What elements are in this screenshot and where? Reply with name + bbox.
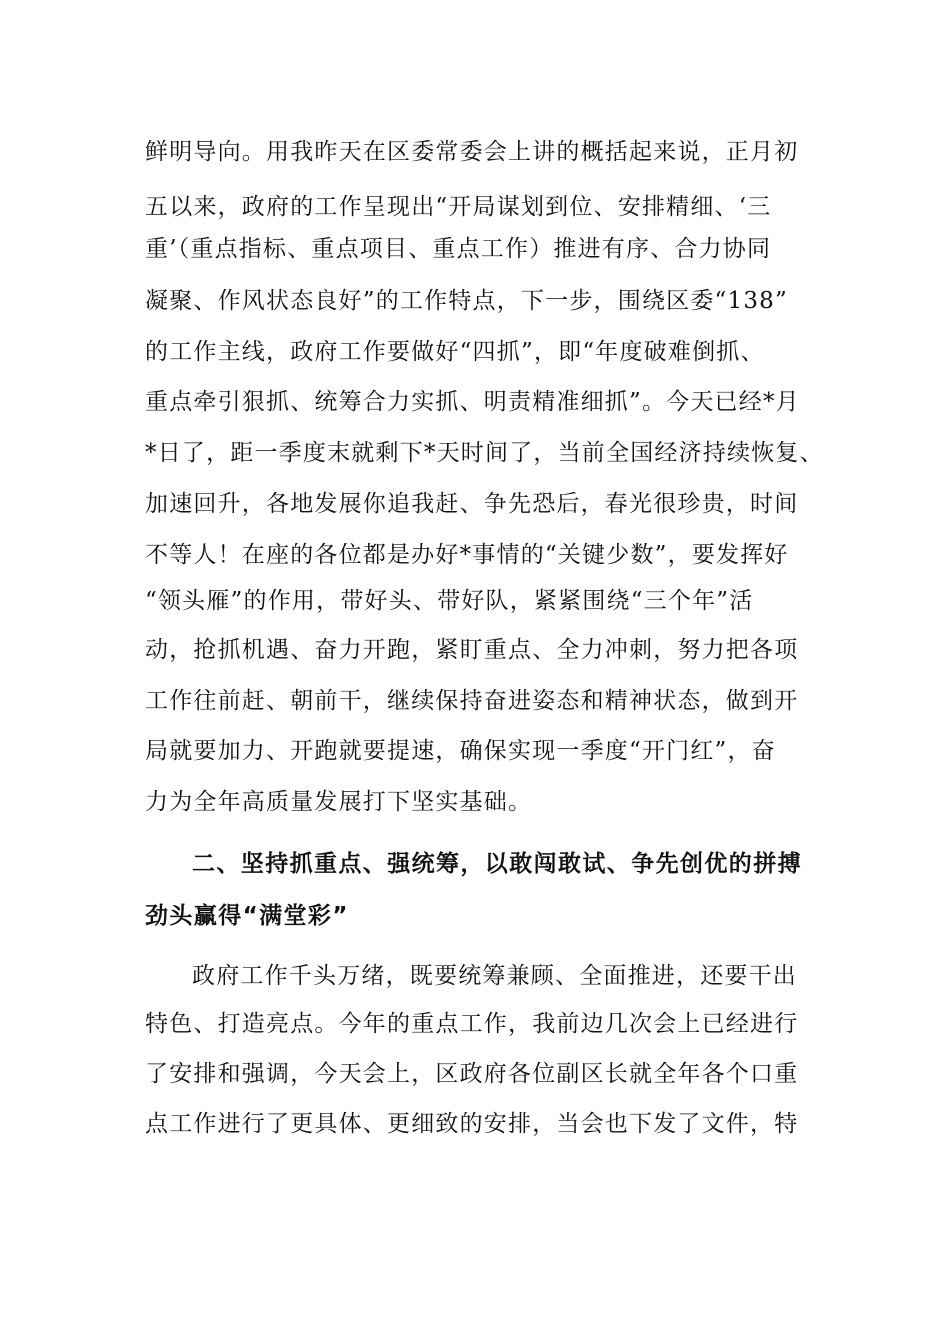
paragraph-1-line: “领头雁”的作用，带好头、带好队，紧紧围绕“三个年”活 <box>145 588 754 614</box>
section-heading-line: 劲头赢得“满堂彩” <box>145 903 349 929</box>
paragraph-1-line: 凝聚、作风状态良好”的工作特点，下一步，围绕区委“138” <box>145 288 788 314</box>
paragraph-1-line: 不等人！在座的各位都是办好*事情的“关键少数”，要发挥好 <box>145 542 789 568</box>
paragraph-1-line: 鲜明导向。用我昨天在区委常委会上讲的概括起来说，正月初 <box>145 139 799 165</box>
paragraph-1-line: 力为全年高质量发展打下坚实基础。 <box>145 789 533 815</box>
paragraph-1-line: 重’（重点指标、重点项目、重点工作）推进有序、合力协同 <box>145 236 772 262</box>
section-heading-line: 二、坚持抓重点、强统筹，以敢闯敢试、争先创优的拼搏 <box>192 851 802 877</box>
paragraph-1-line: 加速回升，各地发展你追我赶、争先恐后，春光很珍贵，时间 <box>145 491 799 517</box>
paragraph-1-line: 五以来，政府的工作呈现出“开局谋划到位、安排精细、‘三 <box>145 194 772 220</box>
paragraph-1-line: 动，抢抓机遇、奋力开跑，紧盯重点、全力冲刺，努力把各项 <box>145 637 799 663</box>
paragraph-2-line: 特色、打造亮点。今年的重点工作，我前边几次会上已经进行 <box>145 1011 799 1037</box>
paragraph-1-line: 重点牵引狠抓、统筹合力实抓、明责精准细抓”。今天已经*月 <box>145 389 800 415</box>
paragraph-2-line: 点工作进行了更具体、更细致的安排，当会也下发了文件，特 <box>145 1111 799 1137</box>
paragraph-1-line: 工作往前赶、朝前干，继续保持奋进姿态和精神状态，做到开 <box>145 688 799 714</box>
paragraph-2-line: 了安排和强调，今天会上，区政府各位副区长就全年各个口重 <box>145 1061 799 1087</box>
paragraph-1-line: 局就要加力、开跑就要提速，确保实现一季度“开门红”，奋 <box>145 738 776 764</box>
paragraph-2-line: 政府工作千头万绪，既要统筹兼顾、全面推进，还要干出 <box>192 963 797 989</box>
paragraph-1-line: 的工作主线，政府工作要做好“四抓”，即“年度破难倒抓、 <box>145 339 765 365</box>
paragraph-1-line: *日了，距一季度末就剩下*天时间了，当前全国经济持续恢复、 <box>145 440 824 466</box>
